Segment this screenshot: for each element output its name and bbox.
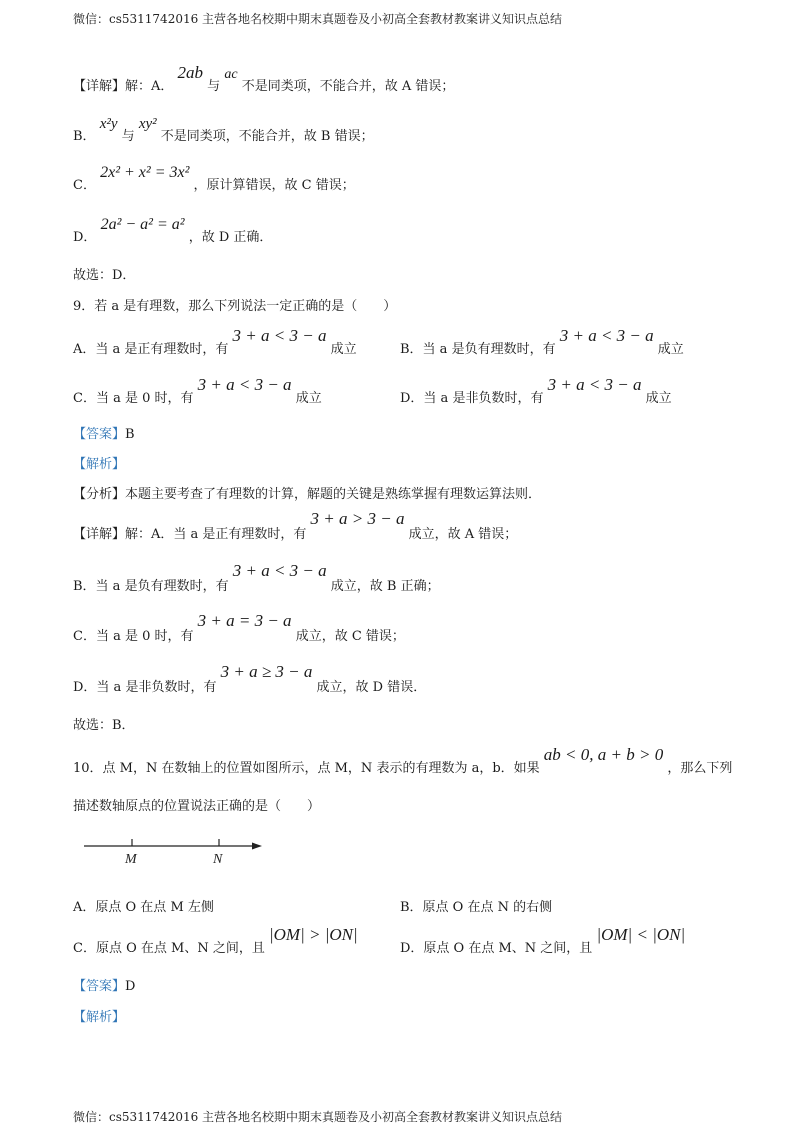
q9-detail-b-tail: 成立，故 B 正确； bbox=[330, 579, 440, 594]
q10-stem-expr: ab < 0, a + b > 0 bbox=[543, 745, 664, 764]
q8-d-expr: 2a² − a² = a² bbox=[100, 216, 185, 233]
q9-option-c bbox=[73, 375, 322, 409]
axis-label-m: M bbox=[125, 852, 137, 867]
q10-opt-d-label: D．原点 O 在点 M、N 之间，且 bbox=[400, 941, 593, 956]
q8-option-c-explanation bbox=[73, 164, 355, 196]
q9-detail-b-expr: 3 + a < 3 − a bbox=[232, 561, 327, 580]
q9-opt-d-tail: 成立 bbox=[645, 391, 672, 406]
axis-label-n: N bbox=[213, 852, 223, 867]
q10-opt-d-expr: |OM| < |ON| bbox=[596, 925, 686, 944]
page-footer: 微信：cs5311742016 主营各地名校期中期末真题卷及小初高全套教材教案讲义知识点总结 bbox=[73, 1110, 563, 1124]
q10-opt-c-label: C．原点 O 在点 M、N 之间，且 bbox=[73, 941, 265, 956]
q8-a-expr2: ac bbox=[224, 67, 238, 82]
q10-stem1: 10．点 M，N 在数轴上的位置如图所示，点 M，N 表示的有理数为 a，b．如果 bbox=[73, 761, 540, 776]
q9-opt-d-expr: 3 + a < 3 − a bbox=[547, 375, 642, 394]
number-line-figure bbox=[80, 832, 270, 868]
q8-b-mid: 与 bbox=[121, 129, 135, 144]
arrow-right-icon bbox=[252, 843, 262, 850]
q8-a-expr1: 2ab bbox=[177, 63, 204, 82]
q10-stem1-tail: ，那么下列 bbox=[667, 761, 733, 776]
q8-c-expr: 2x² + x² = 3x² bbox=[100, 164, 190, 181]
q10-option-a: A．原点 O 在点 M 左侧 bbox=[73, 900, 214, 915]
q10-answer bbox=[73, 977, 135, 997]
q8-c-text: ，原计算错误，故 C 错误； bbox=[193, 178, 355, 193]
q8-c-label: C． bbox=[73, 178, 96, 193]
q9-detail-c-expr: 3 + a = 3 − a bbox=[197, 611, 292, 630]
q9-detail-a-tail: 成立，故 A 错误； bbox=[408, 527, 518, 542]
q10-opt-c-expr: |OM| > |ON| bbox=[268, 925, 358, 944]
q10-stem-line1 bbox=[73, 745, 733, 779]
q9-answer bbox=[73, 425, 135, 445]
q9-opt-b-label: B．当 a 是负有理数时，有 bbox=[400, 342, 556, 357]
q8-option-a-explanation bbox=[73, 63, 455, 97]
q10-answer-value: D bbox=[125, 979, 136, 994]
q9-opt-c-expr: 3 + a < 3 − a bbox=[197, 375, 292, 394]
q9-analysis-label: 【解析】 bbox=[73, 457, 126, 472]
q8-b-label: B． bbox=[73, 129, 96, 144]
q9-detail-d bbox=[73, 662, 427, 698]
q8-option-b-explanation bbox=[73, 116, 374, 147]
q9-choice: 故选：B． bbox=[73, 718, 135, 733]
q9-detail-a-expr: 3 + a > 3 − a bbox=[310, 509, 405, 528]
q9-detail-b bbox=[73, 561, 440, 597]
q10-answer-label: 【答案】 bbox=[73, 979, 126, 994]
q10-option-b: B．原点 O 在点 N 的右侧 bbox=[400, 900, 553, 915]
q9-opt-d-label: D．当 a 是非负数时，有 bbox=[400, 391, 544, 406]
q9-detail-c-label: C．当 a 是 0 时，有 bbox=[73, 629, 194, 644]
q9-opt-c-tail: 成立 bbox=[295, 391, 322, 406]
q8-detail-label: 【详解】解：A． bbox=[73, 79, 174, 94]
q9-opt-b-expr: 3 + a < 3 − a bbox=[559, 326, 654, 345]
q8-b-expr2: xy² bbox=[138, 116, 157, 132]
q9-opt-c-label: C．当 a 是 0 时，有 bbox=[73, 391, 194, 406]
q9-detail-d-tail: 成立，故 D 错误． bbox=[316, 680, 427, 695]
q9-option-a bbox=[73, 326, 357, 360]
q8-option-d-explanation bbox=[73, 216, 273, 248]
q9-answer-value: B bbox=[125, 427, 135, 442]
q9-opt-a-label: A．当 a 是正有理数时，有 bbox=[73, 342, 229, 357]
q9-detail-d-label: D．当 a 是非负数时，有 bbox=[73, 680, 217, 695]
q8-d-label: D． bbox=[73, 230, 97, 245]
q9-detail-d-expr: 3 + a ≥ 3 − a bbox=[220, 662, 313, 681]
q8-b-expr1: x²y bbox=[99, 116, 118, 132]
q10-option-d bbox=[400, 925, 686, 959]
q9-analysis: 【分析】本题主要考查了有理数的计算，解题的关键是熟练掌握有理数运算法则． bbox=[73, 487, 542, 502]
q10-option-c bbox=[73, 925, 358, 959]
q9-detail-a-label: 【详解】解：A．当 a 是正有理数时，有 bbox=[73, 527, 307, 542]
q8-b-text: 不是同类项，不能合并，故 B 错误； bbox=[160, 129, 374, 144]
q9-answer-label: 【答案】 bbox=[73, 427, 126, 442]
q9-stem: 9．若 a 是有理数，那么下列说法一定正确的是（ ） bbox=[73, 299, 397, 314]
q9-opt-b-tail: 成立 bbox=[657, 342, 684, 357]
q10-stem-line2: 描述数轴原点的位置说法正确的是（ ） bbox=[73, 799, 321, 814]
q9-option-b bbox=[400, 326, 684, 360]
q10-analysis-label: 【解析】 bbox=[73, 1010, 126, 1025]
q8-a-text: 不是同类项，不能合并，故 A 错误； bbox=[241, 79, 455, 94]
q8-a-mid: 与 bbox=[207, 79, 221, 94]
page-header: 微信：cs5311742016 主营各地名校期中期末真题卷及小初高全套教材教案讲义知识点总结 bbox=[73, 12, 563, 26]
q9-opt-a-expr: 3 + a < 3 − a bbox=[232, 326, 327, 345]
q9-detail-b-label: B．当 a 是负有理数时，有 bbox=[73, 579, 229, 594]
q9-detail-a bbox=[73, 509, 518, 545]
q8-choice: 故选：D． bbox=[73, 268, 136, 283]
q8-d-text: ，故 D 正确． bbox=[188, 230, 273, 245]
q9-detail-c bbox=[73, 611, 405, 647]
q9-detail-c-tail: 成立，故 C 错误； bbox=[295, 629, 405, 644]
q9-opt-a-tail: 成立 bbox=[330, 342, 357, 357]
q9-option-d bbox=[400, 375, 672, 409]
